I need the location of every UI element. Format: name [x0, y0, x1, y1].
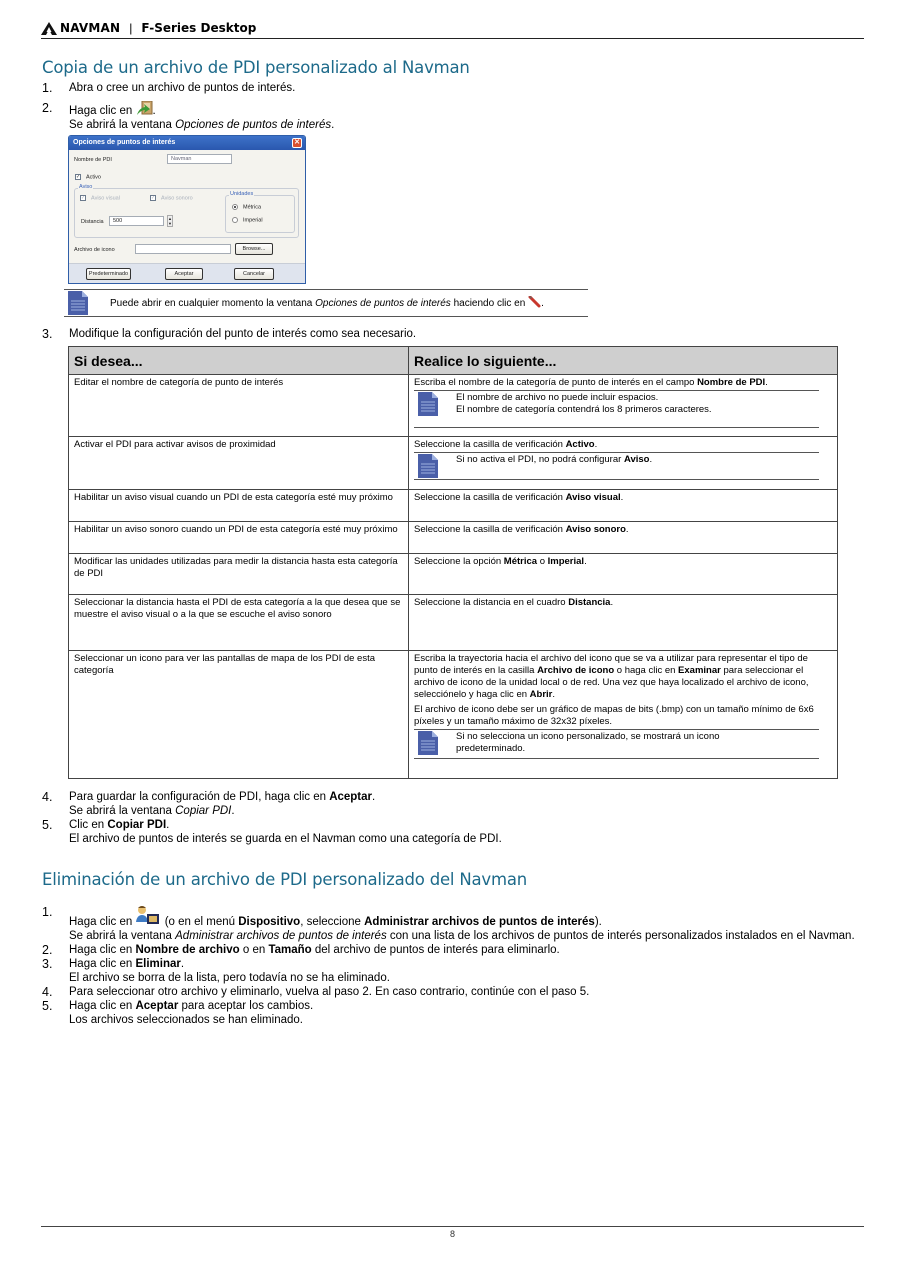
table-row — [69, 554, 838, 595]
metric-radio[interactable] — [232, 204, 261, 210]
step-subtext: El archivo de puntos de interés se guarda en el Navman como una categoría de PDI. — [69, 833, 502, 845]
want-cell: Editar el nombre de categoría de punto de interés — [69, 375, 409, 437]
note-document-icon — [418, 454, 438, 478]
step-text: Abra o cree un archivo de puntos de interés. — [69, 82, 296, 94]
default-button[interactable]: Predeterminado — [86, 268, 131, 280]
punctuation: . — [620, 492, 624, 503]
step-item — [42, 999, 862, 1027]
footer-divider — [41, 1226, 864, 1227]
poi-options-icon[interactable] — [136, 101, 153, 116]
step-item — [42, 790, 862, 818]
cell-text: Seleccione la casilla de verificación — [414, 492, 566, 503]
checkbox-checked-icon: ✓ — [76, 174, 81, 180]
do-cell — [409, 375, 838, 437]
cell-text: Seleccione la casilla de verificación — [414, 524, 566, 535]
step-number: 1. — [42, 905, 53, 919]
step-text: , seleccione — [300, 916, 365, 928]
navman-logo — [41, 21, 120, 35]
cancel-button[interactable]: Cancelar — [234, 268, 274, 280]
step-item — [42, 327, 862, 341]
distance-input[interactable]: 500 — [109, 216, 164, 226]
note-line: El nombre de categoría contendrá los 8 primeros caracteres. — [456, 404, 712, 415]
ui-term: Abrir — [529, 689, 553, 700]
cell-text: Seleccione la distancia en el cuadro — [414, 597, 569, 608]
punctuation: . — [541, 298, 544, 309]
distance-spinner[interactable]: ▲ ▼ — [168, 216, 172, 226]
ui-term: Aceptar — [329, 791, 373, 803]
punctuation: . — [152, 105, 156, 117]
step-number: 1. — [42, 81, 53, 95]
step-item — [42, 943, 862, 957]
step-text: (o en el menú — [164, 916, 239, 928]
icon-file-input[interactable] — [135, 244, 231, 254]
navman-logo-icon — [41, 22, 57, 35]
poi-name-input[interactable]: Navman — [167, 154, 232, 164]
manage-poi-files-icon[interactable] — [135, 905, 161, 925]
step-text: Para guardar la configuración de PDI, haga clic en — [69, 791, 330, 803]
copy-step-3 — [42, 327, 862, 341]
alert-group — [74, 184, 299, 238]
cell-text: Seleccione la casilla de verificación — [414, 439, 566, 450]
do-cell — [409, 437, 838, 490]
note-text: Si no activa el PDI, no podrá configurar — [456, 454, 624, 465]
ui-term: Eliminar — [135, 958, 181, 970]
column-header-want: Si desea... — [69, 347, 409, 375]
table-row — [69, 490, 838, 522]
ui-term: Tamaño — [268, 944, 312, 956]
imperial-label: Imperial — [243, 217, 263, 224]
cell-text: o — [537, 556, 548, 567]
step-text: Haga clic en — [69, 1000, 136, 1012]
punctuation: . — [372, 791, 376, 803]
ui-term: Imperial — [547, 556, 585, 567]
do-cell — [409, 554, 838, 595]
window-name: Opciones de puntos de interés — [175, 119, 332, 131]
distance-label: Distancia — [81, 219, 104, 225]
poi-name-label: Nombre de PDI — [74, 157, 112, 163]
note-text-part: haciendo clic en — [450, 298, 526, 309]
step-text: Haga clic en — [69, 916, 136, 928]
punctuation: . — [180, 958, 185, 970]
alert-group-label: Aviso — [79, 184, 93, 190]
step-number: 3. — [42, 957, 53, 971]
step-text: Clic en — [69, 819, 108, 831]
do-cell — [409, 490, 838, 522]
units-group — [225, 191, 295, 233]
cell-text: El archivo de icono debe ser un gráfico de mapas de bits (.bmp) con un tamaño mínimo de 6x6 píxeles y un tamaño máximo de 32x32 píxeles. — [414, 704, 814, 727]
menu-item-name: Administrar archivos de puntos de interés — [364, 916, 595, 928]
brand-name: NAVMAN — [60, 21, 121, 35]
visual-alert-label: Aviso visual — [91, 195, 120, 202]
wrench-edit-icon[interactable] — [528, 296, 541, 308]
window-name: Administrar archivos de puntos de interés — [175, 930, 387, 942]
step-number: 3. — [42, 327, 53, 341]
note-box — [414, 729, 819, 759]
punctuation: . — [552, 689, 555, 700]
header-separator: | — [129, 21, 133, 35]
note-box — [414, 452, 819, 480]
browse-button[interactable]: Browse... — [235, 243, 273, 255]
ui-term: Aviso sonoro — [565, 524, 626, 535]
step-text: para aceptar los cambios. — [178, 1000, 314, 1012]
close-icon[interactable]: ✕ — [292, 138, 302, 148]
step-subtext: El archivo se borra de la lista, pero todavía no se ha eliminado. — [69, 972, 390, 984]
do-cell — [409, 651, 838, 779]
ui-term: Aceptar — [135, 1000, 179, 1012]
want-cell: Modificar las unidades utilizadas para medir la distancia hasta esta categoría de PDI — [69, 554, 409, 595]
punctuation: . — [584, 556, 587, 567]
want-cell: Habilitar un aviso sonoro cuando un PDI de esta categoría esté muy próximo — [69, 522, 409, 554]
step-number: 5. — [42, 818, 53, 832]
step-item — [42, 985, 862, 999]
units-group-label: Unidades — [230, 191, 254, 197]
table-header-row — [69, 347, 838, 375]
punctuation: . — [594, 439, 598, 450]
ui-term: Aviso visual — [565, 492, 621, 503]
step-number: 4. — [42, 790, 53, 804]
ui-term: Examinar — [678, 665, 721, 676]
checkbox-checked-icon: ✓ — [81, 195, 86, 201]
imperial-radio[interactable] — [232, 217, 263, 223]
step-number: 5. — [42, 999, 53, 1013]
step-subtext: Se abrirá la ventana — [69, 930, 176, 942]
active-checkbox[interactable] — [75, 174, 101, 180]
accept-button[interactable]: Aceptar — [165, 268, 203, 280]
step-number: 4. — [42, 985, 53, 999]
step-text: Para seleccionar otro archivo y eliminarlo, vuelva al paso 2. En caso contrario, continúe con el paso 5. — [69, 986, 590, 998]
radio-icon — [232, 217, 238, 223]
poi-settings-table — [68, 346, 838, 779]
table-row — [69, 437, 838, 490]
do-cell — [409, 595, 838, 651]
ui-term: Activo — [565, 439, 595, 450]
want-cell: Habilitar un aviso visual cuando un PDI de esta categoría esté muy próximo — [69, 490, 409, 522]
cell-text: para seleccionar el archivo de icono de la unidad local o de red. Una vez que haya localizado el archivo de icono, selecciónelo y haga clic en — [414, 665, 809, 700]
table-row — [69, 375, 838, 437]
section-title-delete: Eliminación de un archivo de PDI personalizado del Navman — [42, 870, 528, 889]
visual-alert-checkbox[interactable] — [80, 195, 120, 201]
punctuation: . — [231, 805, 235, 817]
step-subtext: con una lista de los archivos de puntos de interés personalizados instalados en el Navman. — [386, 930, 855, 942]
punctuation: ). — [594, 916, 602, 928]
cell-text: o haga clic en — [614, 665, 679, 676]
step-subtext: Se abrirá la ventana — [69, 119, 176, 131]
metric-label: Métrica — [243, 204, 262, 211]
ui-term: Nombre de PDI — [697, 377, 766, 388]
ui-term: Distancia — [568, 597, 611, 608]
ui-term: Métrica — [503, 556, 538, 567]
step-subtext: Los archivos seleccionados se han eliminado. — [69, 1014, 303, 1026]
step-text: Haga clic en — [69, 944, 136, 956]
ui-term: Archivo de icono — [537, 665, 615, 676]
poi-options-dialog — [68, 135, 306, 284]
audio-alert-checkbox[interactable] — [150, 195, 193, 201]
icon-file-label: Archivo de icono — [74, 247, 115, 253]
step-text: Haga clic en — [69, 958, 136, 970]
copy-steps-4-5 — [42, 790, 862, 846]
window-name: Copiar PDI — [175, 805, 232, 817]
note-document-icon — [68, 291, 88, 315]
dialog-title: Opciones de puntos de interés — [73, 139, 176, 146]
step-item — [42, 81, 862, 95]
active-label: Activo — [86, 174, 101, 181]
punctuation: . — [610, 597, 614, 608]
audio-alert-label: Aviso sonoro — [161, 195, 193, 202]
delete-steps — [42, 905, 862, 1027]
note-text — [110, 296, 544, 310]
note-document-icon — [418, 731, 438, 755]
want-cell: Seleccionar un icono para ver las pantallas de mapa de los PDI de esta categoría — [69, 651, 409, 779]
step-number: 2. — [42, 943, 53, 957]
table-row — [69, 522, 838, 554]
cell-text: Escriba el nombre de la categoría de punto de interés en el campo — [414, 377, 698, 388]
note-text-part: Puede abrir en cualquier momento la ventana — [110, 298, 316, 309]
page-header — [41, 18, 864, 39]
window-name: Opciones de puntos de interés — [315, 298, 451, 309]
ui-term: Copiar PDI — [107, 819, 167, 831]
note-box — [414, 390, 819, 428]
dialog-footer — [69, 263, 305, 283]
note-document-icon — [418, 392, 438, 416]
ui-term: Aviso — [623, 454, 650, 465]
ui-term: Nombre de archivo — [135, 944, 240, 956]
want-cell: Activar el PDI para activar avisos de proximidad — [69, 437, 409, 490]
section-title-copy: Copia de un archivo de PDI personalizado al Navman — [42, 58, 470, 77]
step-item — [42, 818, 862, 846]
do-cell — [409, 522, 838, 554]
note-box — [64, 289, 588, 317]
step-item — [42, 905, 862, 943]
cell-text: Seleccione la opción — [414, 556, 504, 567]
menu-name: Dispositivo — [238, 916, 301, 928]
punctuation: . — [166, 819, 170, 831]
step-subtext: Se abrirá la ventana — [69, 805, 176, 817]
radio-selected-icon — [232, 204, 238, 210]
page-number: 8 — [449, 1229, 455, 1239]
punctuation: . — [765, 377, 768, 388]
table-row — [69, 595, 838, 651]
step-number: 2. — [42, 101, 53, 115]
want-cell: Seleccionar la distancia hasta el PDI de esta categoría a la que desea que se muestre el aviso visual o a la que se escuche el aviso sonoro — [69, 595, 409, 651]
punctuation: . — [331, 119, 335, 131]
step-item — [42, 101, 862, 132]
punctuation: . — [625, 524, 629, 535]
product-title: F-Series Desktop — [141, 21, 257, 35]
step-text: del archivo de puntos de interés para eliminarlo. — [311, 944, 560, 956]
step-text: Haga clic en — [69, 105, 133, 117]
cell-text: Escriba la trayectoria hacia el archivo del icono que se va a utilizar para representar el tipo de punto de interés en la casilla — [414, 653, 808, 676]
punctuation: . — [649, 454, 653, 465]
step-text: o en — [239, 944, 269, 956]
step-item — [42, 957, 862, 985]
copy-steps-1-2 — [42, 81, 862, 132]
note-line: El nombre de archivo no puede incluir espacios. — [456, 392, 659, 403]
dialog-titlebar — [69, 136, 305, 150]
column-header-do: Realice lo siguiente... — [409, 347, 838, 375]
checkbox-checked-icon: ✓ — [151, 195, 156, 201]
step-text: Modifique la configuración del punto de interés como sea necesario. — [69, 328, 417, 340]
note-text: Si no selecciona un icono personalizado, se mostrará un icono predeterminado. — [456, 731, 720, 754]
table-row — [69, 651, 838, 779]
